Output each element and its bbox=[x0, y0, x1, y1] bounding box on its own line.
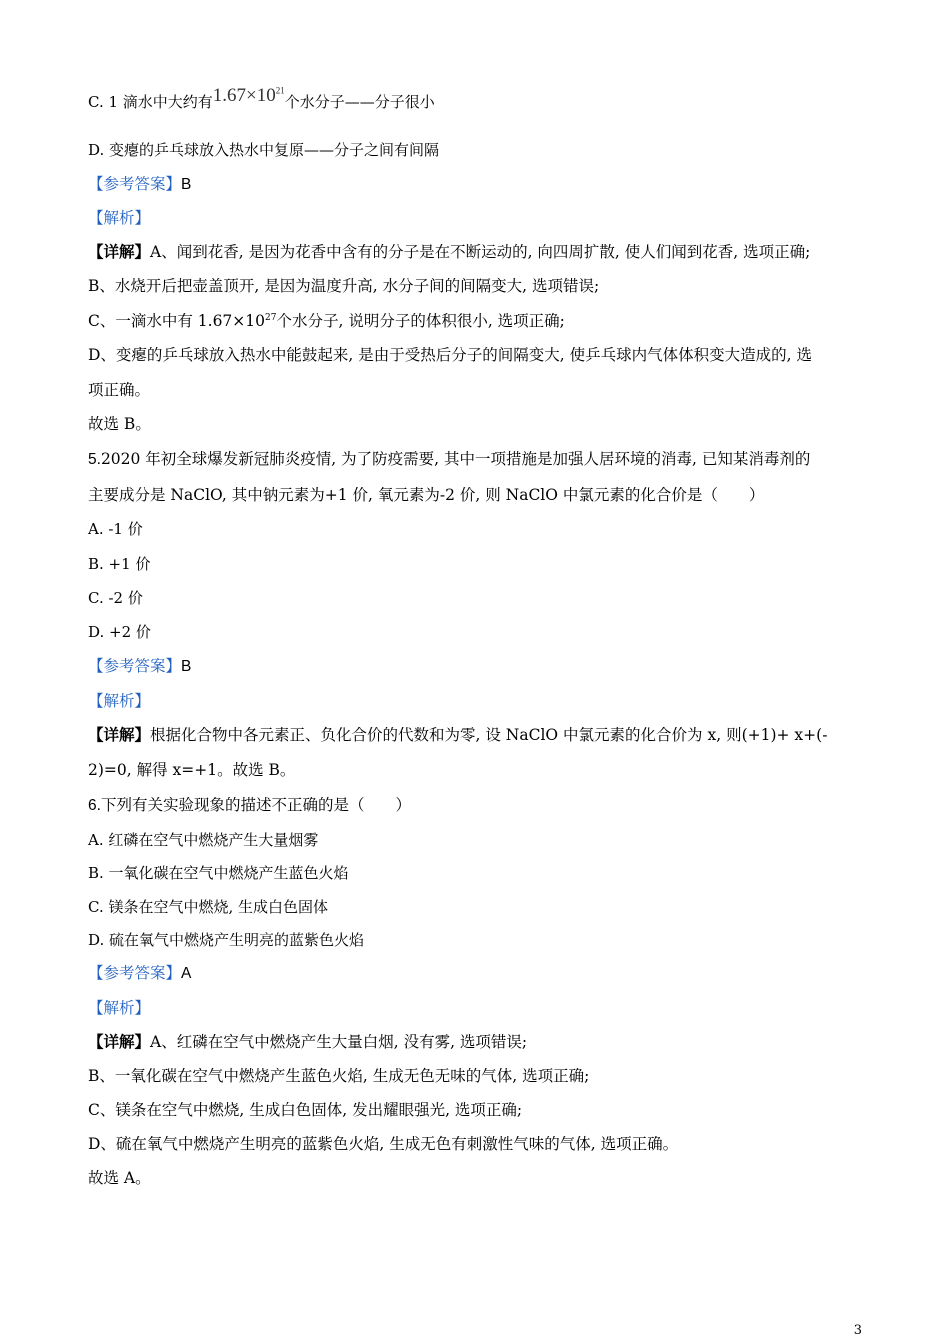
q5-analysis-label: 【解析】 bbox=[88, 692, 151, 710]
q5-stem-line-1 bbox=[88, 449, 890, 470]
q4-detail-line-5: 项正确。 bbox=[88, 381, 151, 399]
q6-option-d: D. 硫在氧气中燃烧产生明亮的蓝紫色火焰 bbox=[88, 931, 365, 949]
q6-stem bbox=[88, 795, 890, 816]
q6-option-b: B. 一氧化碳在空气中燃烧产生蓝色火焰 bbox=[88, 864, 349, 882]
q6-detail-line-4: D、硫在氧气中燃烧产生明亮的蓝紫色火焰, 生成无色有刺激性气味的气体, 选项正确。 bbox=[88, 1135, 679, 1153]
q4-conclusion: 故选 B。 bbox=[88, 415, 151, 433]
answer-label: 【参考答案】 bbox=[88, 175, 182, 193]
q4-detail-line-3-exp: 27 bbox=[265, 312, 277, 323]
q4-option-c bbox=[88, 85, 890, 112]
q4-detail-line-3-post: 个水分子, 说明分子的体积很小, 选项正确; bbox=[276, 312, 565, 330]
q4-detail-line-3 bbox=[88, 311, 890, 331]
q5-option-a: A. -1 价 bbox=[88, 520, 143, 538]
q4-option-c-suffix: 个水分子——分子很小 bbox=[284, 93, 435, 111]
q4-detail-line-1 bbox=[88, 242, 890, 262]
q6-detail-line-1-text: A、红磷在空气中燃烧产生大量白烟, 没有雾, 选项错误; bbox=[150, 1033, 528, 1051]
q5-answer bbox=[88, 656, 890, 677]
q5-stem-line-2: 主要成分是 NaClO, 其中钠元素为+1 价, 氧元素为-2 价, 则 NaClO 中氯元素的化合价是（ ） bbox=[88, 486, 765, 504]
q4-option-d: D. 变瘪的乒乓球放入热水中复原——分子之间有间隔 bbox=[88, 141, 440, 159]
answer-label: 【参考答案】 bbox=[88, 657, 182, 675]
q4-detail-line-3-pre: C、一滴水中有 1.67×10 bbox=[88, 312, 266, 330]
q5-number: 5. bbox=[88, 451, 101, 468]
q6-detail-line-2: B、一氧化碳在空气中燃烧产生蓝色火焰, 生成无色无味的气体, 选项正确; bbox=[88, 1067, 590, 1085]
q4-option-c-prefix: C. 1 滴水中大约有 bbox=[88, 93, 213, 111]
q6-stem-text: 下列有关实验现象的描述不正确的是（ ） bbox=[100, 796, 411, 814]
q5-option-b: B. +1 价 bbox=[88, 555, 151, 573]
q5-detail-line-2: 2)=0, 解得 x=+1。故选 B。 bbox=[88, 761, 296, 779]
q6-number: 6. bbox=[88, 797, 101, 814]
q5-option-c: C. -2 价 bbox=[88, 589, 143, 607]
q4-option-c-formula-exp: 21 bbox=[275, 85, 285, 96]
q4-option-c-formula-base: 1.67×10 bbox=[212, 85, 276, 106]
q6-detail-line-3: C、镁条在空气中燃烧, 生成白色固体, 发出耀眼强光, 选项正确; bbox=[88, 1101, 523, 1119]
q4-answer bbox=[88, 174, 890, 195]
q6-option-c: C. 镁条在空气中燃烧, 生成白色固体 bbox=[88, 898, 329, 916]
q5-option-d: D. +2 价 bbox=[88, 623, 151, 641]
q6-option-a: A. 红磷在空气中燃烧产生大量烟雾 bbox=[88, 831, 319, 849]
q6-answer bbox=[88, 963, 890, 984]
q6-detail-line-1 bbox=[88, 1032, 890, 1052]
q6-analysis-label: 【解析】 bbox=[88, 999, 151, 1017]
detail-label: 【详解】 bbox=[88, 242, 151, 261]
q5-detail-line-1 bbox=[88, 725, 890, 745]
answer-label: 【参考答案】 bbox=[88, 964, 182, 982]
page-number: 3 bbox=[853, 1323, 862, 1338]
q4-detail-line-1-text: A、闻到花香, 是因为花香中含有的分子是在不断运动的, 向四周扩散, 使人们闻到花香, 选项正确; bbox=[150, 243, 811, 261]
detail-label: 【详解】 bbox=[88, 1032, 151, 1051]
answer-value: A bbox=[181, 965, 192, 982]
q4-analysis-label: 【解析】 bbox=[88, 209, 151, 227]
q4-option-c-formula bbox=[213, 85, 285, 106]
q6-conclusion: 故选 A。 bbox=[88, 1169, 151, 1187]
q5-detail-line-1-text: 根据化合物中各元素正、负化合价的代数和为零, 设 NaClO 中氯元素的化合价为 x, 则(+1)+ x+(- bbox=[150, 726, 828, 744]
q5-stem-line-1-text: 2020 年初全球爆发新冠肺炎疫情, 为了防疫需要, 其中一项措施是加强人居环境的消毒, 已知某消毒剂的 bbox=[100, 450, 811, 468]
q4-detail-line-4: D、变瘪的乒乓球放入热水中能鼓起来, 是由于受热后分子的间隔变大, 使乒乓球内气体体积变大造成的, 选 bbox=[88, 346, 812, 364]
answer-value: B bbox=[181, 176, 192, 193]
answer-value: B bbox=[181, 658, 192, 675]
q4-detail-line-2: B、水烧开后把壶盖顶开, 是因为温度升高, 水分子间的间隔变大, 选项错误; bbox=[88, 277, 600, 295]
detail-label: 【详解】 bbox=[88, 725, 151, 744]
